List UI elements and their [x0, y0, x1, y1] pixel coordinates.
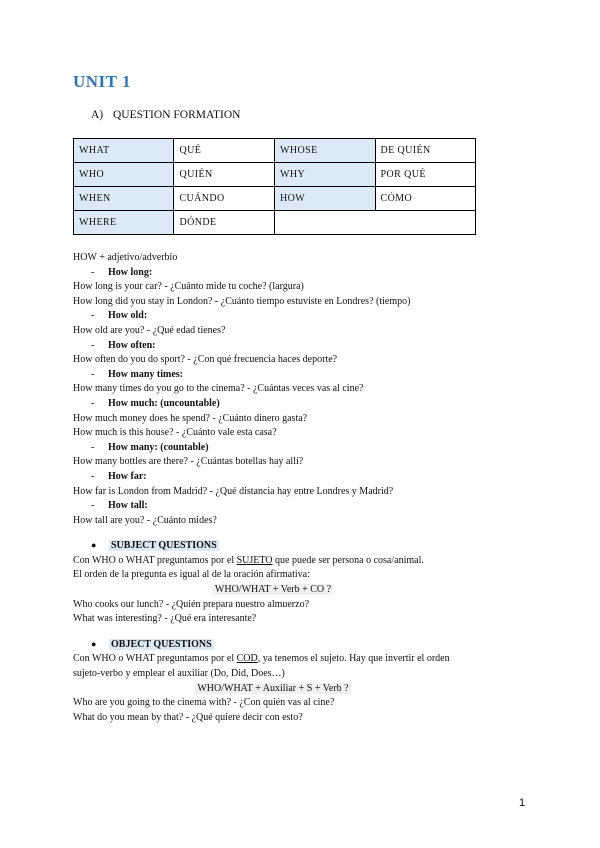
page-number: 1 [519, 797, 526, 809]
explanation-line: Con WHO o WHAT preguntamos por el COD, ya tenemos el sujeto. Hay que invertir el orden [73, 653, 450, 665]
example-line: How long did you stay in London? - ¿Cuánto tiempo estuviste en Londres? (tiempo) [73, 295, 411, 307]
how-subheading: - How much: (uncountable) [73, 397, 533, 412]
table-cell: CUÁNDO [174, 187, 275, 211]
example-line: How often do you do sport? - ¿Con qué frecuencia haces deporte? [73, 354, 338, 366]
table-cell-empty [275, 211, 476, 235]
dash-bullet: - [91, 266, 95, 278]
formula: WHO/WHAT + Auxiliar + S + Verb ? [197, 682, 349, 694]
table-cell: WHOSE [275, 139, 375, 163]
example-line: How old are you? - ¿Qué edad tienes? [73, 324, 226, 336]
dash-bullet: - [91, 339, 95, 351]
table-row [74, 187, 476, 211]
example-line: What was interesting? - ¿Qué era interesante? [73, 613, 257, 625]
example-line: How long is your car? - ¿Cuánto mide tu coche? (largura) [73, 281, 304, 293]
subject-questions-heading: ● SUBJECT QUESTIONS [91, 540, 217, 552]
example-line: How many times do you go to the cinema? - ¿Cuántas veces vas al cine? [73, 383, 364, 395]
dash-bullet: - [91, 310, 95, 322]
table-cell: QUIÉN [174, 163, 275, 187]
example-line: Who are you going to the cinema with? - ¿Con quién vas al cine? [73, 697, 335, 709]
explanation-line: sujeto-verbo y emplear el auxiliar (Do, Did, Does…) [73, 668, 285, 680]
table-cell: WHY [275, 163, 375, 187]
how-subheading: - How often: [73, 339, 533, 354]
table-cell: CÓMO [375, 187, 475, 211]
how-subheading: - How far: [73, 470, 533, 485]
example-line: How much money does he spend? - ¿Cuánto dinero gasta? [73, 412, 308, 424]
table-cell: QUÉ [174, 139, 275, 163]
bullet-dot: ● [91, 540, 97, 551]
table-cell: DE QUIÉN [375, 139, 475, 163]
explanation-line: El orden de la pregunta es igual al de la oración afirmativa: [73, 569, 310, 581]
table-row [74, 163, 476, 187]
example-line: What do you mean by that? - ¿Qué quiere decir con esto? [73, 711, 303, 723]
how-subheading: - How many: (countable) [73, 441, 533, 456]
table-row [74, 139, 476, 163]
example-line: How much is this house? - ¿Cuánto vale esta casa? [73, 427, 277, 439]
how-subheading: - How long: [73, 266, 533, 281]
example-line: How far is London from Madrid? - ¿Qué distancia hay entre Londres y Madrid? [73, 485, 394, 497]
question-words-table [73, 138, 476, 235]
object-questions-heading: ● OBJECT QUESTIONS [91, 638, 212, 650]
bullet-dot: ● [91, 638, 97, 649]
table-cell: WHO [74, 163, 174, 187]
dash-bullet: - [91, 441, 95, 453]
table-cell: WHERE [74, 211, 174, 235]
table-cell: HOW [275, 187, 375, 211]
how-subheading: - How tall: [73, 499, 533, 514]
formula: WHO/WHAT + Verb + CO ? [214, 584, 332, 596]
table-row [74, 211, 476, 235]
table-cell: WHEN [74, 187, 174, 211]
section-title: QUESTION FORMATION [113, 109, 241, 121]
how-intro: HOW + adjetivo/adverbio [73, 252, 178, 263]
how-subheading: - How old: [73, 309, 533, 324]
example-line: How tall are you? - ¿Cuánto mides? [73, 514, 217, 526]
section-letter: A) [91, 109, 104, 121]
example-line: How many bottles are there? - ¿Cuántas botellas hay allí? [73, 456, 304, 468]
unit-title: UNIT 1 [73, 72, 131, 91]
section-a-heading [91, 109, 240, 121]
example-line: Who cooks our lunch? - ¿Quién prepara nuestro almuerzo? [73, 598, 310, 610]
dash-bullet: - [91, 500, 95, 512]
table-cell: DÓNDE [174, 211, 275, 235]
explanation-line: Con WHO o WHAT preguntamos por el SUJETO que puede ser persona o cosa/animal. [73, 554, 424, 566]
dash-bullet: - [91, 470, 95, 482]
dash-bullet: - [91, 397, 95, 409]
document-body [73, 251, 533, 725]
how-subheading: - How many times: [73, 368, 533, 383]
dash-bullet: - [91, 368, 95, 380]
table-cell: WHAT [74, 139, 174, 163]
table-cell: POR QUÉ [375, 163, 475, 187]
